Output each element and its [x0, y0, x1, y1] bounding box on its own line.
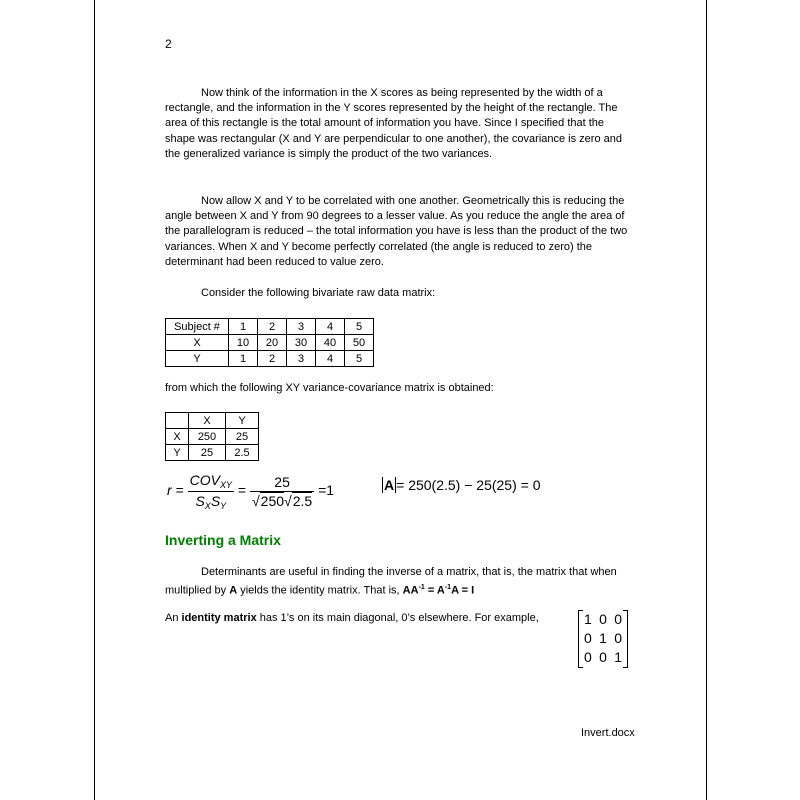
raw-data-table — [165, 318, 374, 367]
table-cell — [166, 413, 189, 429]
covariance-table — [165, 412, 259, 461]
table-cell: Y — [226, 413, 259, 429]
matrix-cell: 0 — [584, 649, 592, 665]
table-row — [166, 445, 259, 461]
table-cell: 50 — [345, 335, 374, 351]
table-cell: 25 — [226, 429, 259, 445]
table-row — [166, 429, 259, 445]
section-heading: Inverting a Matrix — [165, 532, 281, 548]
formula-r: r — [167, 482, 172, 499]
footer-filename: Invert.docx — [581, 727, 635, 739]
formula-den-b: 2.5 — [292, 493, 313, 509]
table-cell: 5 — [345, 351, 374, 367]
formula-cov: COV — [189, 472, 220, 488]
table-cell: 25 — [189, 445, 226, 461]
inverse-text-a: Determinants are useful in finding the inverse of a matrix, that is, the matrix that when multiplied by — [165, 566, 617, 597]
paragraph-identity — [165, 611, 585, 626]
table-cell: 2 — [258, 319, 287, 335]
formula-den-a: 250 — [260, 493, 285, 509]
inverse-bold-a: A — [229, 584, 238, 597]
inverse-bold-c: = A — [424, 584, 445, 597]
matrix-row — [584, 630, 622, 646]
table-row — [166, 351, 374, 367]
identity-text-b: has 1’s on its main diagonal, 0’s elsewhere. For example, — [256, 612, 539, 624]
paragraph-inverse — [165, 565, 633, 599]
matrix-cell: 0 — [584, 630, 592, 646]
correlation-formula: r = $\frac{COV_{XY}}{S_XS_Y}$ = $\frac{25}{√250√2.5}$ =1 — [167, 472, 335, 511]
table-cell: 40 — [316, 335, 345, 351]
table-cell: 30 — [287, 335, 316, 351]
formula-sy: S — [210, 493, 221, 509]
matrix-cell: 1 — [614, 649, 622, 665]
table-cell: Y — [166, 445, 189, 461]
table-cell: 1 — [229, 319, 258, 335]
identity-bold: identity matrix — [181, 612, 257, 624]
table-cell: 250 — [189, 429, 226, 445]
matrix-cell: 0 — [614, 611, 622, 627]
formula-cov-sub: XY — [219, 480, 232, 490]
table-cell: 10 — [229, 335, 258, 351]
inverse-bold-b: AA — [402, 584, 419, 597]
matrix-row — [584, 649, 622, 665]
table-cell: X — [166, 335, 229, 351]
determinant-matrix: A — [384, 477, 395, 493]
inverse-bold-d: A = I — [451, 584, 475, 597]
table-cell: 4 — [316, 319, 345, 335]
table-cell: 3 — [287, 319, 316, 335]
formula-fraction-cov — [188, 472, 234, 511]
formula-sy-sub: Y — [220, 501, 227, 511]
table-cell: 2.5 — [226, 445, 259, 461]
table-cell: X — [189, 413, 226, 429]
table-cell: 3 — [287, 351, 316, 367]
matrix-cell: 0 — [614, 630, 622, 646]
formula-result: 1 — [326, 482, 335, 499]
formula-sx: S — [195, 493, 205, 509]
table-cell: Y — [166, 351, 229, 367]
inverse-sup-c: -1 — [444, 584, 452, 592]
table-cell: 1 — [229, 351, 258, 367]
formula-numerator: 25 — [250, 474, 314, 492]
determinant-formula — [382, 477, 541, 493]
determinant-text: = 250(2.5) − 25(25) = 0 — [396, 477, 541, 493]
formula-fraction-values: $\frac{25}{√250√2.5}$ — [251, 474, 313, 509]
table-cell: X — [166, 429, 189, 445]
matrix-cell: 1 — [584, 611, 592, 627]
paragraph-consider: Consider the following bivariate raw data matrix: — [201, 287, 436, 299]
matrix-cell: 0 — [599, 611, 607, 627]
formula-sx-sub: X — [204, 501, 211, 511]
table-row — [166, 335, 374, 351]
paragraph-rectangle: Now think of the information in the X scores as being represented by the width of a rectangle, and the information in the Y scores represented by the height of the rectangle. The area of this rectangle is the total amount of information you have. Since I specified that the shape was rectangular (X and Y are perpendicular to one another), the covariance is zero and the generalized variance is simply the product of the two variances. — [165, 87, 622, 160]
paragraph-correlated: Now allow X and Y to be correlated with one another. Geometrically this is reducing the angle between X and Y from 90 degrees to a lesser value. As you reduce the angle the area of the parallelogram is reduced – the total information you have is less than the product of the two variances. When X and Y become perfectly correlated (the angle is reduced to zero) the determinant had been reduced to value zero. — [165, 195, 628, 268]
paragraph-from-which: from which the following XY variance-covariance matrix is obtained: — [165, 382, 494, 394]
table-cell: 5 — [345, 319, 374, 335]
matrix-row — [584, 611, 622, 627]
table-row — [166, 413, 259, 429]
table-cell: 4 — [316, 351, 345, 367]
identity-matrix — [578, 610, 628, 668]
inverse-text-b: yields the identity matrix. That is, — [237, 584, 403, 597]
page-number: 2 — [165, 37, 172, 51]
table-cell: Subject # — [166, 319, 229, 335]
identity-text-a: An — [165, 612, 182, 624]
matrix-cell: 1 — [599, 630, 607, 646]
table-cell: 20 — [258, 335, 287, 351]
table-row — [166, 319, 374, 335]
table-cell: 2 — [258, 351, 287, 367]
matrix-cell: 0 — [599, 649, 607, 665]
inverse-sup-b: -1 — [418, 584, 425, 592]
